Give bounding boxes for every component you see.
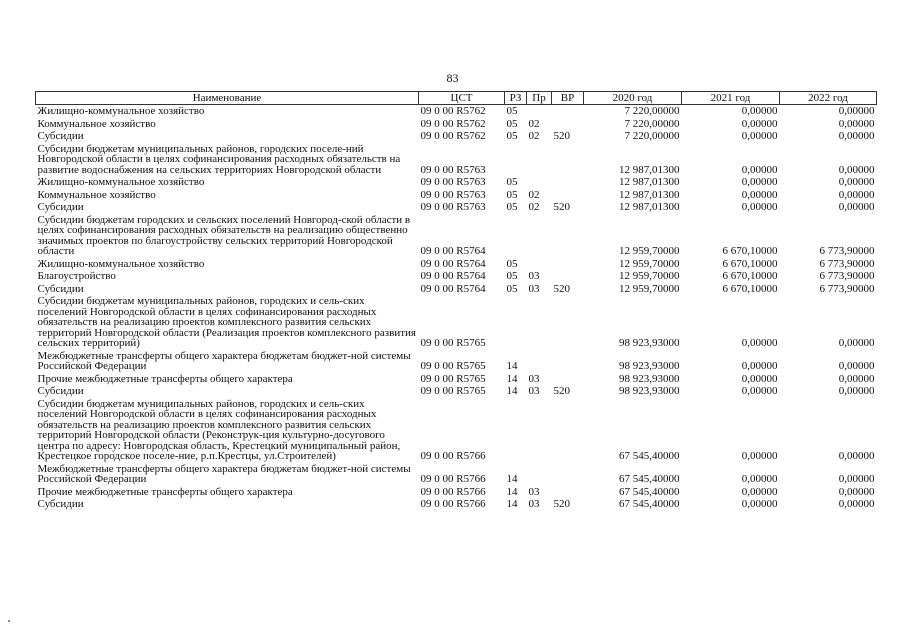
cell-2022: 6 773,90000	[819, 257, 875, 270]
header-2021: 2021 год	[682, 92, 780, 105]
cell-vr: 520	[553, 385, 570, 397]
cell-pr: 02	[528, 130, 540, 142]
header-name: Наименование	[36, 92, 419, 105]
cell-cst: 09 0 00 R5764	[420, 270, 486, 282]
cell-2021: 0,00000	[741, 105, 778, 117]
cell-pr: 02	[528, 117, 540, 130]
table-row	[36, 463, 877, 486]
cell-rz: 14	[506, 360, 518, 372]
cell-vr	[552, 189, 584, 202]
cell-2020: 7 220,00000	[624, 130, 680, 142]
cell-vr	[552, 118, 584, 131]
cell-rz: 05	[506, 105, 518, 117]
cell-vr: 520	[553, 201, 570, 213]
cell-2022: 0,00000	[838, 130, 875, 142]
table-header-row	[36, 92, 877, 105]
cell-pr: 03	[528, 282, 540, 295]
cell-name: Межбюджетные трансферты общего характера бюджетам бюджет-ной системы Российской Федерации	[37, 462, 411, 485]
cell-2021: 0,00000	[741, 188, 778, 201]
cell-cst: 09 0 00 R5765	[420, 385, 486, 397]
cell-cst: 09 0 00 R5763	[420, 188, 486, 201]
cell-2020: 12 987,01300	[619, 201, 680, 213]
cell-pr	[527, 143, 552, 177]
cell-name: Субсидии бюджетам городских и сельских поселений Новгород-ской области в целях софинансирования расходных обязательств на реализацию общественно значимых проектов по благоустройству сельских территорий Новгородской области	[37, 213, 411, 257]
cell-vr	[552, 176, 584, 189]
cell-rz: 05	[506, 257, 518, 270]
cell-name: Коммунальное хозяйство	[37, 188, 156, 201]
cell-pr: 02	[528, 201, 540, 213]
cell-2022: 6 773,90000	[819, 245, 875, 257]
cell-2020: 67 545,40000	[619, 485, 680, 498]
cell-name: Жилищно-коммунальное хозяйство	[37, 176, 205, 188]
cell-2022: 0,00000	[838, 360, 875, 372]
table-row	[36, 118, 877, 131]
scan-mark	[8, 620, 10, 622]
cell-2022: 0,00000	[838, 188, 875, 201]
cell-rz: 14	[506, 485, 518, 498]
cell-cst: 09 0 00 R5764	[420, 245, 486, 257]
cell-2020: 67 545,40000	[619, 473, 680, 485]
cell-cst: 09 0 00 R5763	[420, 176, 486, 188]
cell-rz: 05	[506, 201, 518, 213]
cell-name: Коммунальное хозяйство	[37, 117, 156, 130]
cell-cst: 09 0 00 R5762	[420, 105, 486, 117]
cell-2020: 12 959,70000	[619, 257, 680, 270]
cell-vr: 520	[553, 498, 570, 510]
cell-2021: 0,00000	[741, 385, 778, 397]
cell-2021: 0,00000	[741, 450, 778, 462]
cell-rz: 05	[506, 270, 518, 282]
cell-pr: 03	[528, 385, 540, 397]
cell-name: Субсидии	[37, 498, 84, 510]
cell-rz: 14	[506, 372, 518, 385]
cell-2020: 12 987,01300	[619, 188, 680, 201]
header-2022: 2022 год	[780, 92, 877, 105]
cell-2020: 12 959,70000	[619, 270, 680, 282]
cell-2020: 12 959,70000	[619, 282, 680, 295]
cell-vr	[552, 350, 584, 373]
cell-2021: 0,00000	[741, 163, 778, 176]
table-row	[36, 258, 877, 271]
cell-pr	[527, 350, 552, 373]
cell-pr	[527, 176, 552, 189]
cell-rz	[505, 214, 527, 258]
header-pr: Пр	[527, 92, 552, 105]
header-2020: 2020 год	[584, 92, 682, 105]
cell-rz: 14	[506, 473, 518, 485]
cell-vr	[552, 373, 584, 386]
cell-name: Субсидии бюджетам муниципальных районов, городских поселе-ний Новгородской области в целях софинансирования расходных обязательств на развитие водоснабжения на сельских территориях Новгородской области	[37, 142, 401, 176]
table-row	[36, 498, 877, 511]
cell-2021: 0,00000	[741, 473, 778, 485]
cell-vr	[552, 463, 584, 486]
cell-cst: 09 0 00 R5765	[420, 372, 486, 385]
cell-vr	[552, 143, 584, 177]
cell-name: Субсидии бюджетам муниципальных районов, городских и сель-ских поселений Новгородской области в целях софинансирования расходных обязательств на реализацию проектов комплексного развития сельских территорий Новгородской области (Реализация проектов комплексного развития сельских территорий)	[37, 295, 416, 349]
header-rz: РЗ	[505, 92, 527, 105]
cell-2020: 12 987,01300	[619, 176, 680, 188]
table-row	[36, 143, 877, 177]
cell-name: Благоустройство	[37, 270, 116, 282]
cell-2021: 0,00000	[741, 117, 778, 130]
table-row	[36, 283, 877, 296]
cell-vr: 520	[553, 282, 570, 295]
cell-2020: 7 220,00000	[624, 105, 680, 117]
cell-pr: 03	[528, 485, 540, 498]
table-row	[36, 350, 877, 373]
cell-vr: 520	[553, 130, 570, 142]
table-row	[36, 295, 877, 350]
cell-name: Межбюджетные трансферты общего характера бюджетам бюджет-ной системы Российской Федерации	[37, 349, 411, 372]
cell-2022: 0,00000	[838, 201, 875, 213]
cell-2022: 0,00000	[838, 117, 875, 130]
cell-pr	[527, 398, 552, 463]
cell-vr	[552, 486, 584, 499]
cell-pr	[527, 463, 552, 486]
cell-name: Жилищно-коммунальное хозяйство	[37, 257, 205, 270]
cell-name: Субсидии бюджетам муниципальных районов, городских и сель-ских поселений Новгородской области в целях софинансирования расходных обязательств на реализацию проектов комплексного развития сельских территорий Новгородской области (Реконструк-ция культурно-досугового центра по адресу: Новгородская область, Крестецкий муниципальный район, Крестецкое городское поселе-ние, р.п.Крестцы, ул.Строителей)	[37, 397, 401, 462]
cell-2021: 0,00000	[741, 360, 778, 372]
cell-2021: 6 670,10000	[722, 282, 778, 295]
cell-2022: 0,00000	[838, 385, 875, 397]
cell-pr	[527, 105, 552, 118]
cell-rz	[505, 143, 527, 177]
cell-rz: 14	[506, 498, 518, 510]
cell-name: Прочие межбюджетные трансферты общего характера	[37, 485, 293, 498]
cell-2022: 0,00000	[838, 498, 875, 510]
cell-rz: 05	[506, 176, 518, 188]
cell-vr	[552, 214, 584, 258]
cell-pr	[527, 258, 552, 271]
table-row	[36, 486, 877, 499]
table-row	[36, 176, 877, 189]
table-row	[36, 270, 877, 283]
cell-2022: 0,00000	[838, 337, 875, 349]
table-row	[36, 214, 877, 258]
cell-2021: 0,00000	[741, 130, 778, 142]
cell-cst: 09 0 00 R5764	[420, 282, 486, 295]
cell-cst: 09 0 00 R5765	[420, 337, 486, 349]
cell-pr: 02	[528, 188, 540, 201]
cell-pr: 03	[528, 270, 540, 282]
cell-2021: 0,00000	[741, 372, 778, 385]
cell-name: Субсидии	[37, 130, 84, 142]
cell-2020: 67 545,40000	[619, 450, 680, 462]
cell-cst: 09 0 00 R5765	[420, 360, 486, 372]
cell-cst: 09 0 00 R5764	[420, 257, 486, 270]
cell-2022: 0,00000	[838, 176, 875, 188]
cell-2020: 12 987,01300	[619, 163, 680, 176]
cell-rz: 05	[506, 188, 518, 201]
cell-2020: 12 959,70000	[619, 245, 680, 257]
cell-2021: 6 670,10000	[722, 245, 778, 257]
table-row	[36, 398, 877, 463]
cell-2020: 67 545,40000	[619, 498, 680, 510]
cell-pr	[527, 295, 552, 350]
cell-rz: 14	[506, 385, 518, 397]
header-vr: ВР	[552, 92, 584, 105]
header-cst: ЦСТ	[419, 92, 505, 105]
cell-vr	[552, 398, 584, 463]
cell-2021: 0,00000	[741, 498, 778, 510]
cell-2021: 0,00000	[741, 201, 778, 213]
cell-vr	[552, 105, 584, 118]
cell-2022: 0,00000	[838, 372, 875, 385]
cell-pr	[527, 214, 552, 258]
cell-rz: 05	[506, 282, 518, 295]
cell-rz: 05	[506, 117, 518, 130]
cell-2020: 98 923,93000	[619, 337, 680, 349]
cell-cst: 09 0 00 R5766	[420, 498, 486, 510]
cell-name: Субсидии	[37, 201, 84, 213]
cell-2021: 6 670,10000	[722, 270, 778, 282]
cell-rz	[505, 398, 527, 463]
cell-rz: 05	[506, 130, 518, 142]
cell-cst: 09 0 00 R5766	[420, 485, 486, 498]
cell-2021: 6 670,10000	[722, 257, 778, 270]
cell-2020: 7 220,00000	[624, 117, 680, 130]
cell-2022: 6 773,90000	[819, 282, 875, 295]
cell-2020: 98 923,93000	[619, 360, 680, 372]
cell-2022: 6 773,90000	[819, 270, 875, 282]
cell-2022: 0,00000	[838, 163, 875, 176]
cell-cst: 09 0 00 R5762	[420, 130, 486, 142]
cell-2021: 0,00000	[741, 176, 778, 188]
cell-cst: 09 0 00 R5766	[420, 473, 486, 485]
table-row	[36, 189, 877, 202]
cell-2021: 0,00000	[741, 337, 778, 349]
cell-cst: 09 0 00 R5763	[420, 201, 486, 213]
cell-cst: 09 0 00 R5762	[420, 117, 486, 130]
cell-cst: 09 0 00 R5763	[420, 163, 486, 176]
budget-table	[35, 91, 877, 511]
cell-pr: 03	[528, 372, 540, 385]
cell-2021: 0,00000	[741, 485, 778, 498]
table-row	[36, 373, 877, 386]
cell-name: Субсидии	[37, 385, 84, 397]
cell-vr	[552, 270, 584, 283]
cell-name: Прочие межбюджетные трансферты общего характера	[37, 372, 293, 385]
table-row	[36, 105, 877, 118]
cell-2020: 98 923,93000	[619, 385, 680, 397]
cell-2022: 0,00000	[838, 473, 875, 485]
cell-name: Жилищно-коммунальное хозяйство	[37, 105, 205, 117]
table-body	[36, 105, 877, 511]
cell-2022: 0,00000	[838, 485, 875, 498]
table-row	[36, 130, 877, 143]
cell-rz	[505, 295, 527, 350]
cell-2022: 0,00000	[838, 105, 875, 117]
cell-cst: 09 0 00 R5766	[420, 450, 486, 462]
cell-2020: 98 923,93000	[619, 372, 680, 385]
cell-2022: 0,00000	[838, 450, 875, 462]
table-row	[36, 385, 877, 398]
cell-name: Субсидии	[37, 282, 84, 295]
cell-vr	[552, 295, 584, 350]
table-row	[36, 201, 877, 214]
cell-pr: 03	[528, 498, 540, 510]
cell-vr	[552, 258, 584, 271]
page-number: 83	[446, 71, 459, 85]
